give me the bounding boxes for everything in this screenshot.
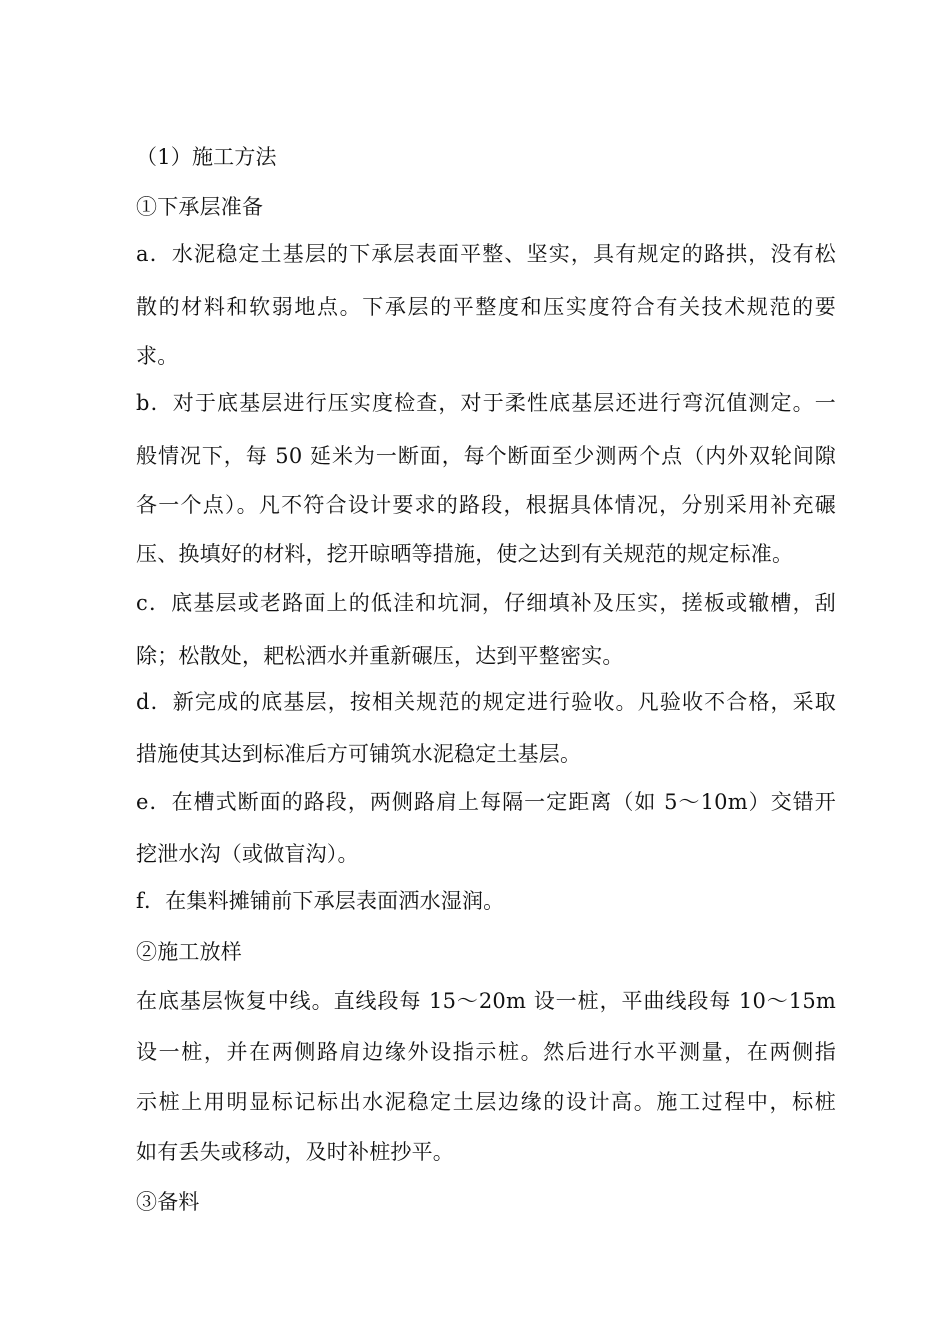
section-heading: （1）施工方法 (136, 145, 277, 169)
paragraph-line: 般情况下，每 50 延米为一断面，每个断面至少测两个点（内外双轮间隙 (136, 444, 836, 468)
subsection-heading: ①下承层准备 (136, 195, 264, 219)
paragraph-line: e．在槽式断面的路段，两侧路肩上每隔一定距离（如 5～10m）交错开 (136, 790, 836, 814)
paragraph-line: 压、换填好的材料，挖开晾晒等措施，使之达到有关规范的规定标准。 (136, 542, 794, 566)
paragraph-line: f．在集料摊铺前下承层表面洒水湿润。 (136, 889, 505, 913)
paragraph-line: c．底基层或老路面上的低洼和坑洞，仔细填补及压实，搓板或辙槽，刮 (136, 591, 836, 615)
paragraph-line: b．对于底基层进行压实度检查，对于柔性底基层还进行弯沉值测定。一 (136, 391, 836, 415)
paragraph-line: d．新完成的底基层，按相关规范的规定进行验收。凡验收不合格，采取 (136, 690, 836, 714)
paragraph-line: 求。 (136, 344, 179, 368)
paragraph-line: 在底基层恢复中线。直线段每 15～20m 设一桩，平曲线段每 10～15m (136, 989, 836, 1013)
paragraph-line: 各一个点）。凡不符合设计要求的路段，根据具体情况，分别采用补充碾 (136, 493, 836, 517)
subsection-heading: ③备料 (136, 1190, 200, 1214)
paragraph-line: a．水泥稳定土基层的下承层表面平整、坚实，具有规定的路拱，没有松 (136, 242, 836, 266)
paragraph-line: 设一桩，并在两侧路肩边缘外设指示桩。然后进行水平测量，在两侧指 (136, 1040, 836, 1064)
subsection-heading: ②施工放样 (136, 940, 242, 964)
paragraph-line: 除；松散处，耙松洒水并重新碾压，达到平整密实。 (136, 644, 624, 668)
paragraph-line: 如有丢失或移动，及时补桩抄平。 (136, 1140, 454, 1164)
paragraph-line: 措施使其达到标准后方可铺筑水泥稳定土基层。 (136, 742, 582, 766)
paragraph-line: 示桩上用明显标记标出水泥稳定土层边缘的设计高。施工过程中，标桩 (136, 1090, 836, 1114)
paragraph-line: 挖泄水沟（或做盲沟）。 (136, 842, 359, 866)
paragraph-line: 散的材料和软弱地点。下承层的平整度和压实度符合有关技术规范的要 (136, 295, 836, 319)
